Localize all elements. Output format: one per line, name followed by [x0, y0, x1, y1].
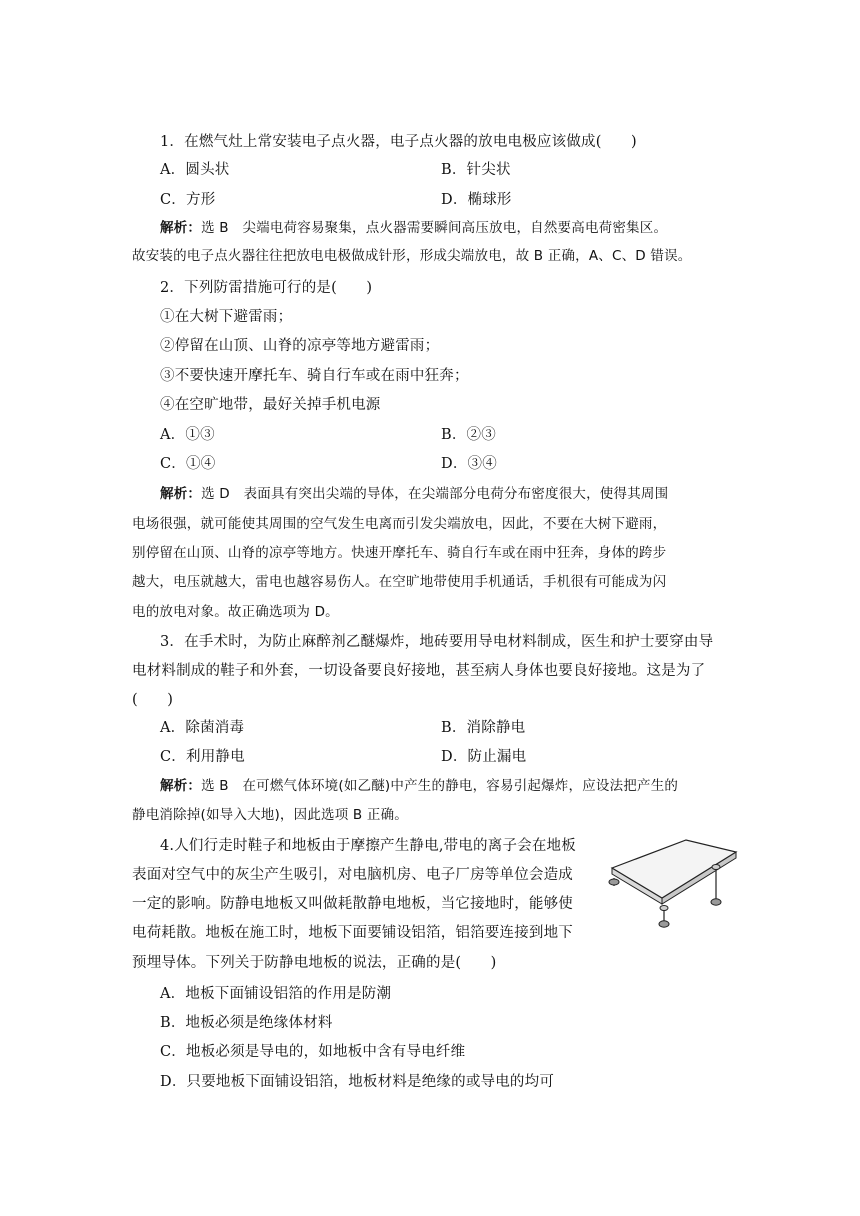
- q3-option-b: B．消除静电: [441, 720, 526, 736]
- explanation-label: 解析：: [160, 486, 202, 502]
- q2-item-1: ①在大树下避雷雨；: [160, 309, 293, 325]
- q4-stem-line-4: 电荷耗散。地板在施工时，地板下面要铺设铝箔，铝箔要连接到地下: [132, 925, 573, 941]
- q2-explanation-line-1: 解析：选 D 表面具有突出尖端的导体，在尖端部分电荷分布密度很大，使得其周围: [160, 486, 669, 502]
- q3-stem-line-3: ( ): [132, 692, 174, 708]
- q3-stem-line-2: 电材料制成的鞋子和外套，一切设备要良好接地，甚至病人身体也要良好接地。这是为了: [132, 663, 706, 679]
- q2-item-4: ④在空旷地带，最好关掉手机电源: [160, 397, 381, 413]
- q1-option-a: A．圆头状: [160, 162, 230, 178]
- q3-explanation-line-2: 静电消除掉(如导入大地)，因此选项 B 正确。: [132, 807, 408, 823]
- explanation-label: 解析：: [160, 778, 202, 794]
- q3-option-a: A．除菌消毒: [160, 720, 245, 736]
- q4-stem-line-1: 4.人们行走时鞋子和地板由于摩擦产生静电,带电的离子会在地板: [160, 838, 576, 854]
- explanation-label: 解析：: [160, 220, 202, 236]
- q3-option-c: C．利用静电: [160, 749, 245, 765]
- q4-stem-line-3: 一定的影响。防静电地板又叫做耗散静电地板，当它接地时，能够使: [132, 896, 573, 912]
- q4-option-a: A．地板下面铺设铝箔的作用是防潮: [160, 986, 392, 1002]
- q2-explanation-line-2: 电场很强，就可能使其周围的空气发生电离而引发尖端放电，因此，不要在大树下避雨，: [132, 516, 667, 532]
- q2-option-b: B．②③: [441, 427, 496, 443]
- q3-explanation-line-1: 解析：选 B 在可燃气体环境(如乙醚)中产生的静电，容易引起爆炸，应设法把产生的: [160, 778, 679, 794]
- q2-explanation-line-4: 越大，电压就越大，雷电也越容易伤人。在空旷地带使用手机通话，手机很有可能成为闪: [132, 574, 667, 590]
- q4-option-d: D．只要地板下面铺设铝箔，地板材料是绝缘的或导电的均可: [160, 1074, 555, 1090]
- q2-explanation-line-3: 别停留在山顶、山脊的凉亭等地方。快速开摩托车、骑自行车或在雨中狂奔，身体的跨步: [132, 545, 667, 561]
- q1-stem: 1．在燃气灶上常安装电子点火器，电子点火器的放电电极应该做成( ): [160, 134, 637, 150]
- q2-stem: 2．下列防雷措施可行的是( ): [160, 280, 373, 296]
- q3-stem-line-1: 3．在手术时，为防止麻醉剂乙醚爆炸，地砖要用导电材料制成，医生和护士要穿由导: [160, 634, 714, 650]
- q2-option-a: A．①③: [160, 427, 215, 443]
- q1-option-b: B．针尖状: [441, 162, 511, 178]
- q1-explanation-line-1: 解析：选 B 尖端电荷容易聚集，点火器需要瞬间高压放电，自然要高电荷密集区。: [160, 220, 668, 236]
- q4-option-c: C．地板必须是导电的，如地板中含有导电纤维: [160, 1044, 466, 1060]
- q2-option-d: D．③④: [441, 456, 497, 472]
- q4-option-b: B．地板必须是绝缘体材料: [160, 1015, 333, 1031]
- q1-explanation-line-2: 故安装的电子点火器往往把放电电极做成针形，形成尖端放电，故 B 正确，A、C、D 错误。: [132, 248, 692, 264]
- q2-explanation-line-5: 电的放电对象。故正确选项为 D。: [132, 604, 339, 620]
- q4-stem-line-2: 表面对空气中的灰尘产生吸引，对电脑机房、电子厂房等单位会造成: [132, 867, 573, 883]
- q3-option-d: D．防止漏电: [441, 749, 527, 765]
- q2-option-c: C．①④: [160, 456, 216, 472]
- q1-option-c: C．方形: [160, 192, 216, 208]
- q2-item-2: ②停留在山顶、山脊的凉亭等地方避雷雨；: [160, 338, 440, 354]
- q4-stem-line-5: 预埋导体。下列关于防静电地板的说法，正确的是( ): [132, 955, 497, 971]
- q2-item-3: ③不要快速开摩托车、骑自行车或在雨中狂奔；: [160, 368, 469, 384]
- anti-static-floor-figure: [600, 838, 748, 932]
- q1-option-d: D．椭球形: [441, 192, 512, 208]
